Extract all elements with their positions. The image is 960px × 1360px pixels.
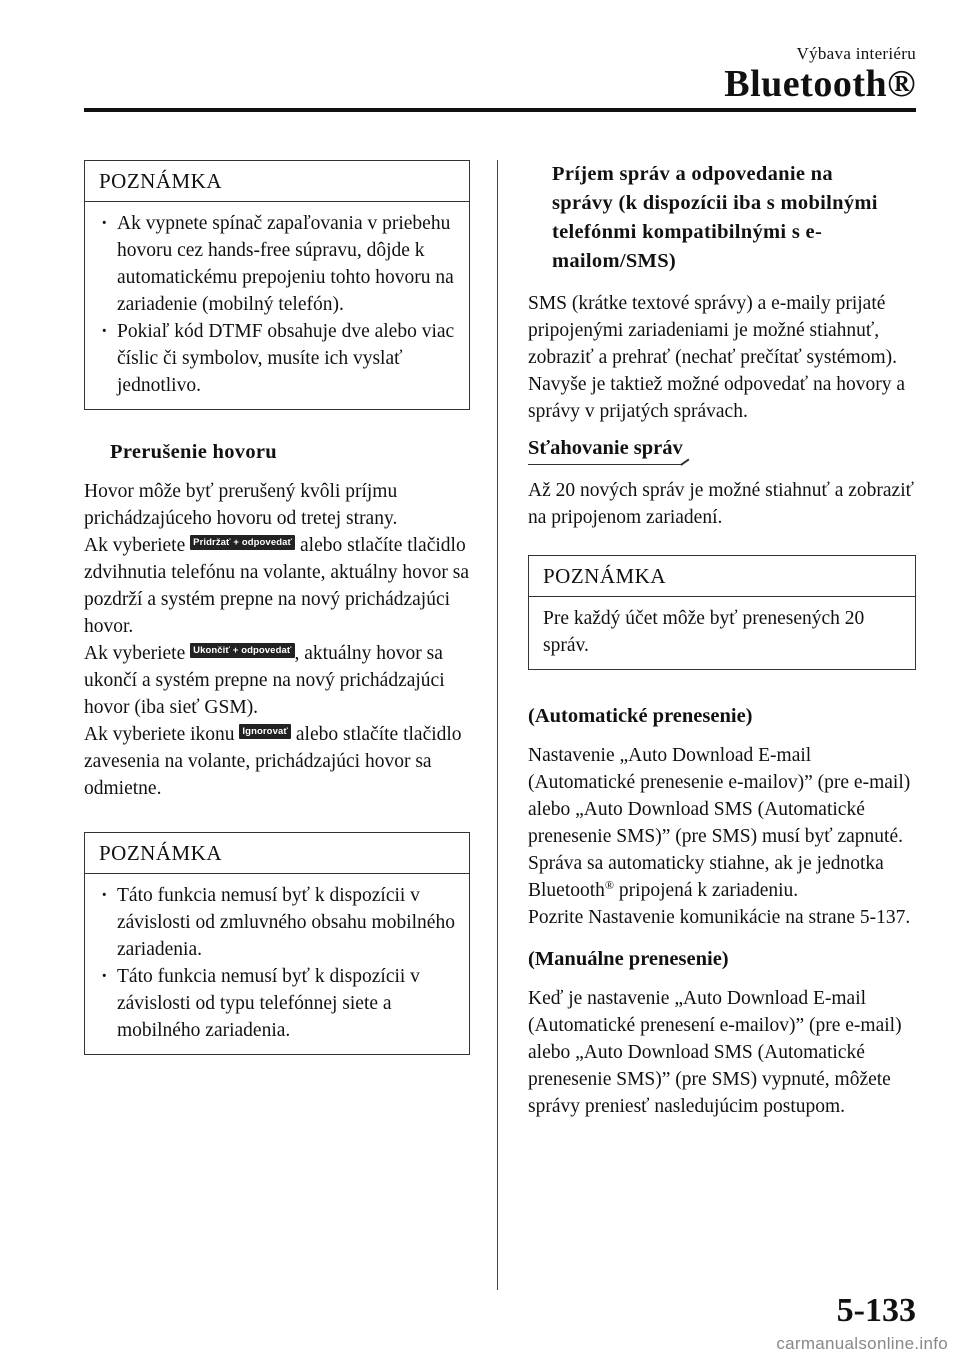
note-heading: POZNÁMKA (85, 833, 469, 874)
page-number: 5-133 (836, 1292, 916, 1329)
header-divider (84, 108, 916, 112)
note-bullet: · Táto funkcia nemusí byť k dispozícii v závislosti od typu telefónnej siete a mobilného zariadenia. (99, 963, 455, 1044)
download-paragraph: Až 20 nových správ je možné stiahnuť a zobraziť na pripojenom zariadení. (528, 480, 914, 528)
note-body: Pre každý účet môže byť prenesených 20 správ. (543, 608, 865, 656)
subheading-download: Sťahovanie správ (528, 437, 683, 465)
interrupt-text-2a: Ak vyberiete (84, 535, 191, 556)
note-body (85, 202, 469, 409)
left-column (84, 160, 470, 1055)
note-box-accounts (528, 555, 916, 670)
column-divider (497, 160, 498, 1290)
page-title: Bluetooth® (724, 63, 916, 105)
end-answer-button-graphic: Ukončiť + odpovedať (190, 643, 294, 658)
note-bullet: · Táto funkcia nemusí byť k dispozícii v závislosti od zmluvného obsahu mobilného zariadenia. (99, 882, 455, 963)
registered-mark: ® (604, 878, 615, 892)
auto-text-1: Nastavenie „Auto Download E-mail (Automatické prenesenie e-mailov)” (pre e-mail) alebo „Auto Download SMS (Automatické prenesenie SMS)” (pre SMS) musí byť zapnuté. Správa sa automaticky stiahne, ak je jednotka Bluetooth (528, 745, 911, 901)
interrupt-text-2b: alebo stlačíte tlačidlo zdvihnutia telefónu na volante, aktuálny hovor sa pozdrží a systém prepne na nový prichádzajúci hovor. (84, 535, 470, 637)
section-heading-interrupt: Prerušenie hovoru (110, 441, 277, 463)
note-bullet: · Pokiaľ kód DTMF obsahuje dve alebo viac číslic či symbolov, musíte ich vyslať jednotlivo. (99, 318, 455, 399)
manual-paragraph: Keď je nastavenie „Auto Download E-mail (Automatické prenesení e-mailov)” (pre e-mail) alebo „Auto Download SMS (Automatické prenesenie SMS)” (pre SMS) vypnuté, môžete správy preniesť nasledujúcim postupom. (528, 988, 902, 1117)
interrupt-paragraph (84, 478, 470, 802)
intro-text-2: Navyše je taktiež možné odpovedať na hovory a správy v prijatých správach. (528, 374, 906, 422)
watermark: carmanualsonline.info (776, 1334, 948, 1353)
auto-text-1-end: pripojená k zariadeniu. (614, 880, 799, 901)
note-heading: POZNÁMKA (529, 556, 915, 597)
interrupt-text-3b: , aktuálny hovor sa ukončí a systém prepne na nový prichádzajúci hovor (iba sieť GSM). (84, 643, 445, 718)
section-heading-messages: Príjem správ a odpovedanie na správy (k dispozícii iba s mobilnými telefónmi kompatibilnými s e-mailom/SMS) (552, 163, 878, 272)
note-bullet: · Ak vypnete spínač zapaľovania v priebehu hovoru cez hands-free súpravu, dôjde k automatickému prepojeniu tohto hovoru na zariadenie (mobilný telefón). (99, 210, 455, 318)
right-column (528, 160, 916, 1120)
note-box-ignition (84, 160, 470, 410)
messages-intro (528, 290, 916, 425)
auto-paragraph (528, 742, 916, 931)
ignore-button-graphic: Ignorovať (239, 724, 291, 739)
download-heading-wrap (528, 437, 916, 465)
auto-text-2: Pozrite Nastavenie komunikácie na strane 5-137. (528, 907, 911, 928)
section-label: Výbava interiéru (796, 44, 916, 63)
subheading-manual: (Manuálne prenesenie) (528, 948, 729, 970)
interrupt-text-4b: alebo stlačíte tlačidlo zavesenia na volante, prichádzajúci hovor sa odmietne. (84, 724, 462, 799)
intro-text-1: SMS (krátke textové správy) a e-maily prijaté pripojenými zariadeniami je možné stiahnuť, zobraziť a prehrať (nechať prečítať systémom). (528, 293, 897, 368)
subheading-auto: (Automatické prenesenie) (528, 705, 753, 727)
interrupt-text-3a: Ak vyberiete (84, 643, 191, 664)
note-heading: POZNÁMKA (85, 161, 469, 202)
interrupt-text-1: Hovor môže byť prerušený kvôli príjmu prichádzajúceho hovoru od tretej strany. (84, 481, 398, 529)
note-box-availability (84, 832, 470, 1055)
hold-answer-button-graphic: Pridržať + odpovedať (190, 535, 295, 550)
note-body (85, 874, 469, 1054)
interrupt-text-4a: Ak vyberiete ikonu (84, 724, 240, 745)
